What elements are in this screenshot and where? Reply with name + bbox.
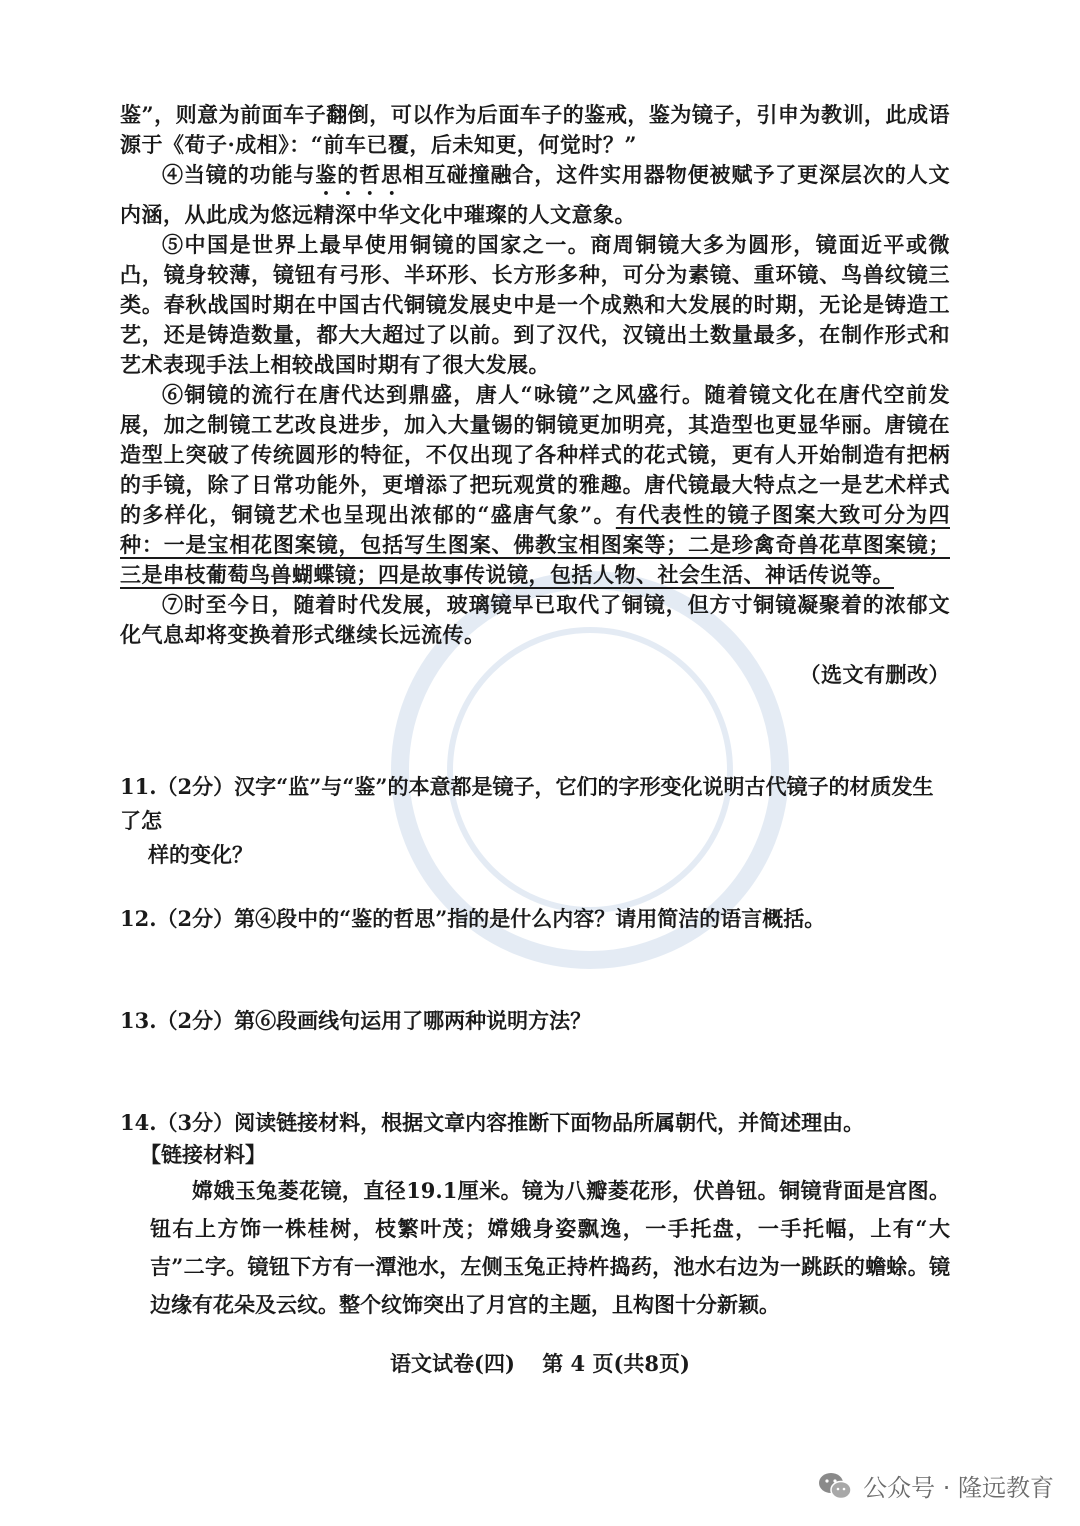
question-14: 14.（3分）阅读链接材料，根据文章内容推断下面物品所属朝代，并简述理由。 (120, 1110, 865, 1135)
link-material-body: 嫦娥玉兔菱花镜，直径19.1厘米。镜为八瓣菱花形，伏兽钮。铜镜背面是宫图。钮右上方饰一株桂树，枝繁叶茂；嫦娥身姿飘逸，一手托盘，一手托幅，上有“大吉”二字。镜钮下方有一潭池水，左侧玉兔正持杵捣药，池水右边为一跳跃的蟾蜍。镜边缘有花朵及云纹。整个纹饰突出了月宫的主题，且构图十分新颖。 (150, 1178, 950, 1317)
account-name: 公众号 · 隆远教育 (863, 1474, 1054, 1502)
paragraph-6: ⑥铜镜的流行在唐代达到鼎盛，唐人“咏镜”之风盛行。随着镜文化在唐代空前发展，加之制镜工艺改良进步，加入大量锡的铜镜更加明亮，其造型也更显华丽。唐镜在造型上突破了传统圆形的特征，不仅出现了各种样式的花式镜，更有人开始制造有把柄的手镜，除了日常功能外，更增添了把玩观赏的雅趣。唐代镜最大特点之一是艺术样式的多样化，铜镜艺术也呈现出浓郁的“盛唐气象”。有代表性的镜子图案大致可分为四种：一是宝相花图案镜，包括写生图案、佛教宝相图案等；二是珍禽奇兽花草图案镜；三是串枝葡萄鸟兽蝴蝶镜；四是故事传说镜，包括人物、社会生活、神话传说等。 (120, 382, 950, 587)
wechat-icon (817, 1471, 853, 1501)
link-material-title: 【链接材料】 (140, 1142, 266, 1167)
question-13: 13.（2分）第⑥段画线句运用了哪两种说明方法？ (120, 1008, 592, 1033)
reading-passage (120, 100, 950, 690)
page-footer (0, 1348, 1080, 1378)
emphasized-phrase: 鉴的哲思 (315, 162, 403, 187)
page-number: 第 4 页(共8页) (542, 1351, 690, 1376)
exam-name: 语文试卷(四) (390, 1351, 515, 1376)
paragraph-4: ④当镜的功能与鉴的哲思相互碰撞融合，这件实用器物便被赋予了更深层次的人文内涵，从此成为悠远精深中华文化中璀璨的人文意象。 (120, 162, 951, 227)
source-note: （选文有删改） (799, 662, 950, 687)
paragraph-intro: 鉴”，则意为前面车子翻倒，可以作为后面车子的鉴戒，鉴为镜子，引申为教训，此成语源于《荀子·成相》：“前车已覆，后未知更，何觉时？” (120, 102, 950, 157)
question-12: 12.（2分）第④段中的“鉴的哲思”指的是什么内容？请用简洁的语言概括。 (120, 906, 826, 931)
question-11: 11.（2分）汉字“监”与“鉴”的本意都是镜子，它们的字形变化说明古代镜子的材质发生了怎 样的变化？ (120, 774, 934, 867)
underlined-sentence: 有代表性的镜子图案大致可分为四种：一是宝相花图案镜，包括写生图案、佛教宝相图案等；二是珍禽奇兽花草图案镜；三是串枝葡萄鸟兽蝴蝶镜；四是故事传说镜，包括人物、社会生活、神话传说等。 (120, 502, 950, 587)
paragraph-7: ⑦时至今日，随着时代发展，玻璃镜早已取代了铜镜，但方寸铜镜凝聚着的浓郁文化气息却将变换着形式继续长远流传。 (120, 592, 950, 647)
wechat-account-badge (817, 1468, 1054, 1503)
paragraph-5: ⑤中国是世界上最早使用铜镜的国家之一。商周铜镜大多为圆形，镜面近平或微凸，镜身较薄，镜钮有弓形、半环形、长方形多种，可分为素镜、重环镜、鸟兽纹镜三类。春秋战国时期在中国古代铜镜发展史中是一个成熟和大发展的时期，无论是铸造工艺，还是铸造数量，都大大超过了以前。到了汉代，汉镜出土数量最多，在制作形式和艺术表现手法上相较战国时期有了很大发展。 (120, 232, 950, 377)
